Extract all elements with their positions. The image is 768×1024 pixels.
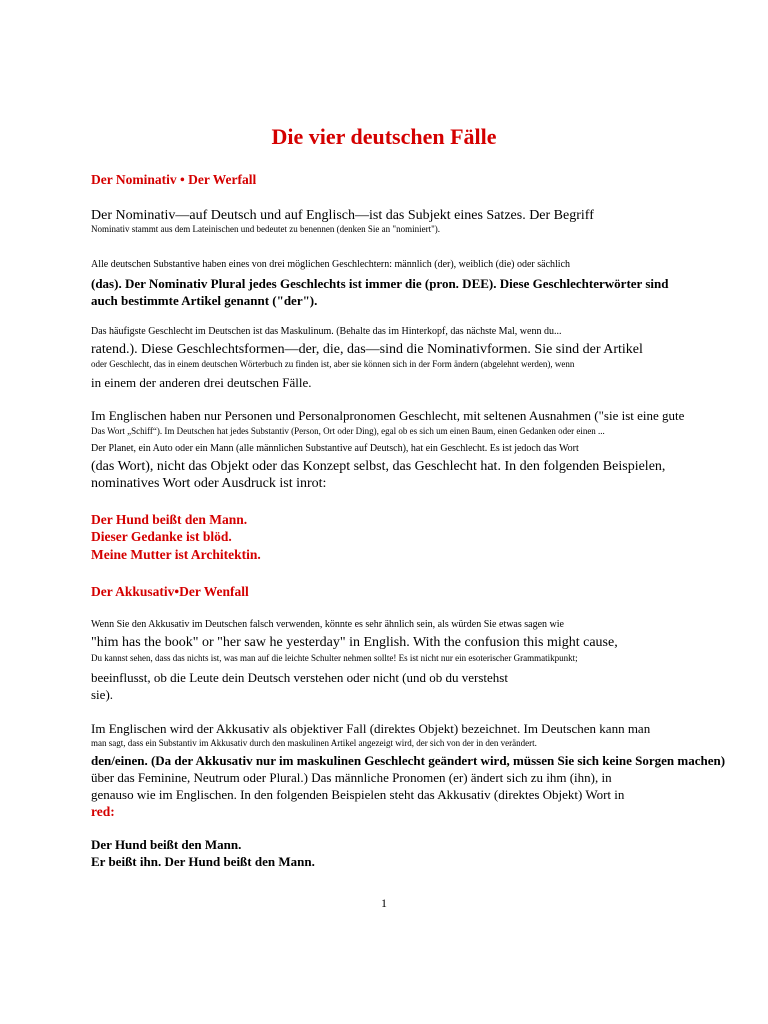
example-sentence: Der Hund beißt den Mann. — [91, 512, 248, 527]
paragraph-line: genauso wie im Englischen. In den folgenden Beispielen steht das Akkusativ (direktes Objekt) Wort in — [91, 787, 625, 802]
paragraph-line: Im Englischen wird der Akkusativ als objektiver Fall (direktes Objekt) bezeichnet. Im Deutschen kann man — [91, 721, 651, 736]
paragraph-line: Alle deutschen Substantive haben eines von drei möglichen Geschlechtern: männlich (der), weiblich (die) oder sächlich — [91, 259, 571, 270]
paragraph-line: nominatives Wort oder Ausdruck ist inrot: — [91, 476, 327, 491]
paragraph-line: Wenn Sie den Akkusativ im Deutschen falsch verwenden, könnte es sehr ähnlich sein, als würden Sie etwas sagen wie — [91, 619, 564, 630]
paragraph-line: Das häufigste Geschlecht im Deutschen ist das Maskulinum. (Behalte das im Hinterkopf, das nächste Mal, wenn du... — [91, 326, 562, 337]
paragraph-line: "him has the book" or "her saw he yesterday" in English. With the confusion this might cause, — [91, 635, 618, 650]
paragraph-line: in einem der anderen drei deutschen Fälle. — [91, 375, 312, 390]
paragraph-line: Nominativ stammt aus dem Lateinischen und bedeutet zu benennen (denken Sie an "nominiert"). — [91, 224, 441, 234]
example-sentence: Dieser Gedanke ist blöd. — [91, 529, 232, 544]
example-sentence: Meine Mutter ist Architektin. — [91, 547, 261, 562]
paragraph-line: Das Wort „Schiff“). Im Deutschen hat jedes Substantiv (Person, Ort oder Ding), egal ob es sich um einen Baum, einen Gedanken oder einen ... — [91, 426, 605, 436]
paragraph-line: auch bestimmte Artikel genannt ("der"). — [91, 293, 318, 308]
paragraph-line: (das Wort), nicht das Objekt oder das Konzept selbst, das Geschlecht hat. In den folgenden Beispielen, — [91, 459, 666, 474]
paragraph-line: Der Nominativ—auf Deutsch und auf Englisch—ist das Subjekt eines Satzes. Der Begriff — [91, 208, 594, 223]
paragraph-line: ratend.). Diese Geschlechtsformen—der, die, das—sind die Nominativformen. Sie sind der Artikel — [91, 342, 643, 357]
example-sentence: Er beißt ihn. Der Hund beißt den Mann. — [91, 854, 315, 869]
section-heading-nominativ: Der Nominativ • Der Werfall — [91, 172, 257, 187]
paragraph-line: oder Geschlecht, das in einem deutschen Wörterbuch zu finden ist, aber sie können sich in der Form ändern (abgelehnt werden), wenn — [91, 359, 575, 369]
paragraph-line: über das Feminine, Neutrum oder Plural.) Das männliche Pronomen (er) ändert sich zu ihm (ihn), in — [91, 770, 612, 785]
paragraph-line: (das). Der Nominativ Plural jedes Geschlechts ist immer die (pron. DEE). Diese Geschlechterwörter sind — [91, 276, 669, 291]
paragraph-line: Du kannst sehen, dass das nichts ist, was man auf die leichte Schulter nehmen sollte! Es ist nicht nur ein esoterischer Grammatikpunkt; — [91, 653, 578, 663]
paragraph-line: beeinflusst, ob die Leute dein Deutsch verstehen oder nicht (und ob du verstehst — [91, 670, 508, 685]
page-number: 1 — [381, 896, 387, 910]
paragraph-line: man sagt, dass ein Substantiv im Akkusativ durch den maskulinen Artikel angezeigt wird, der sich von der in den verändert. — [91, 738, 537, 748]
paragraph-line: Der Planet, ein Auto oder ein Mann (alle männlichen Substantive auf Deutsch), hat ein Geschlecht. Es ist jedoch das Wort — [91, 443, 579, 454]
page-title: Die vier deutschen Fälle — [271, 124, 497, 149]
example-sentence: Der Hund beißt den Mann. — [91, 837, 242, 852]
paragraph-line: den/einen. (Da der Akkusativ nur im maskulinen Geschlecht geändert wird, müssen Sie sich keine Sorgen machen) — [91, 753, 726, 768]
section-heading-akkusativ: Der Akkusativ•Der Wenfall — [91, 584, 249, 599]
paragraph-line: Im Englischen haben nur Personen und Personalpronomen Geschlecht, mit seltenen Ausnahmen ("sie ist eine gute — [91, 408, 685, 423]
paragraph-line-red: red: — [91, 804, 115, 819]
paragraph-line: sie). — [91, 687, 114, 702]
